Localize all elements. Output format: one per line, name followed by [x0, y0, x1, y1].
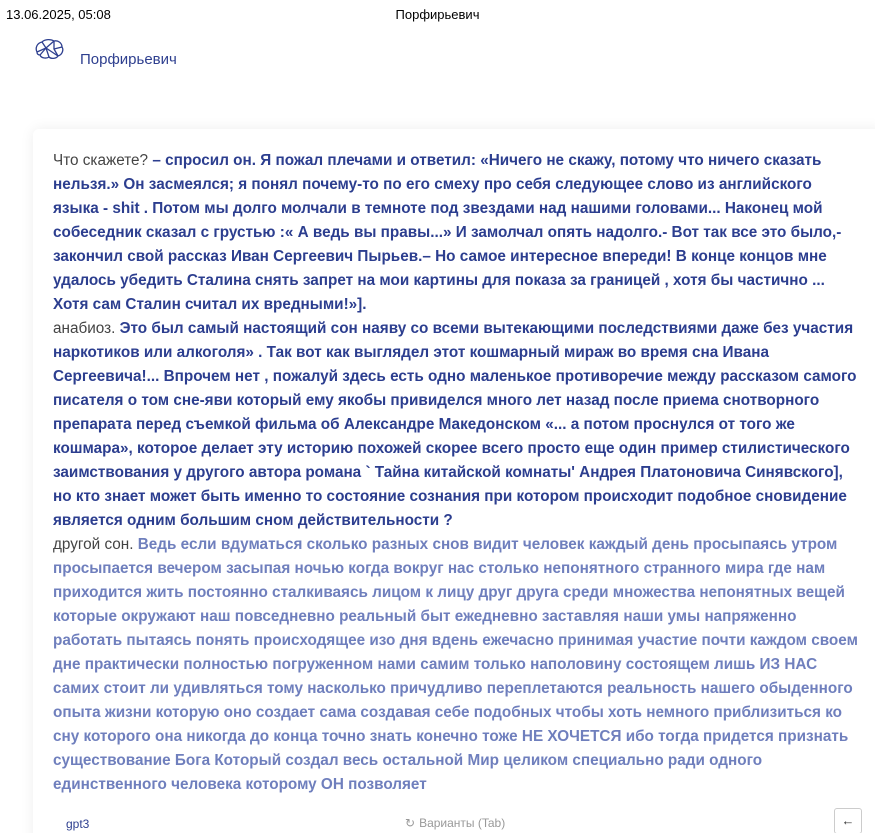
generated-text: – спросил он. Я пожал плечами и ответил: «Ничего не скажу, потому что ничего сказать нельзя.» Он засмеялся; я понял почему-то по его смеху про себя следующее слово из английского языка - shit . Потом мы долго молчали в темноте под звездами над нашими головами... Наконец мой собеседник сказал с грустью :« А ведь вы правы...» И замолчал опять надолго.- Вот так все это было,- закончил свой рассказ Иван Сергеевич Пырьев.– Но самое интересное впереди! В конце концов мне удалось убедить Сталина снять запрет на мои картины для показа за границей , хотя бы частично ... Хотя сам Сталин считал их вредными!»].	[53, 152, 842, 313]
generated-text: Это был самый настоящий сон наяву со всеми вытекающими последствиями даже без участия наркотиков или алкоголя» . Так вот как выглядел этот кошмарный мираж во время сна Ивана Сергеевича!... Впрочем нет , пожалуй здесь есть одно маленькое противоречие между рассказом самого писателя о том сне-яви который ему якобы привиделся много лет назад после приема снотворного препарата перед съемкой фильма об Александре Македонском «... а потом проснулся от того же кошмара», которое делает эту историю похожей скорее всего просто еще один пример стилистического заимствования у другого автора романа ` Тайна китайской комнаты' Андрея Платоновича Синявского], но кто знает может быть именно то состояние сознания при котором происходит подобное сновидение является одним большим сном действительности ?	[53, 320, 857, 529]
text-paragraph	[53, 317, 858, 533]
refresh-icon: ↻	[405, 816, 416, 830]
model-label[interactable]: gpt3	[66, 817, 90, 831]
variants-button[interactable]	[405, 816, 505, 830]
back-button[interactable]	[834, 808, 862, 833]
text-card	[33, 129, 875, 833]
prompt-text: Что скажете?	[53, 152, 149, 169]
variants-label: Варианты (Tab)	[419, 816, 506, 830]
generated-text-latest: Ведь если вдуматься сколько разных снов видит человек каждый день просыпаясь утром просыпается вечером засыпая ночью когда вокруг нас столько непонятного странного мира где нам приходится жить постоянно сталкиваясь лицом к лицу друг друга среди множества непонятных вещей которые окружают наш повседневно реальный быт ежедневно заставляя наши умы напряженно работать пытаясь понять происходящее изо дня вдень ежечасно принимая участие почти каждом своем дне практически полностью погруженном нами самим только наполовину состоящем лишь ИЗ НАС самих стоит ли удивляться тому насколько причудливо переплетаются реальность нашего обыденного опыта жизни которую оно создает сама создавая себе подобных чтобы хоть немного приблизиться ко сну которого она никогда до конца точно знать конечно тоже НЕ ХОЧЕТСЯ ибо тогда придется признать существование Бога Который создал весь остальной Мир целиком специально ради одного единственного человека которому ОН позволяет	[53, 536, 858, 793]
print-header	[0, 0, 875, 30]
generated-text-area[interactable]	[53, 149, 858, 797]
prompt-text: другой сон.	[53, 536, 134, 553]
prompt-text: анабиоз.	[53, 320, 116, 337]
brand-name: Порфирьевич	[80, 51, 177, 68]
arrow-left-icon: ←	[841, 813, 855, 828]
print-date: 13.06.2025, 05:08	[6, 7, 111, 22]
brain-icon	[33, 38, 65, 64]
footer-toolbar	[33, 808, 875, 833]
text-paragraph	[53, 149, 858, 317]
text-paragraph	[53, 533, 858, 797]
print-title: Порфирьевич	[395, 7, 480, 22]
